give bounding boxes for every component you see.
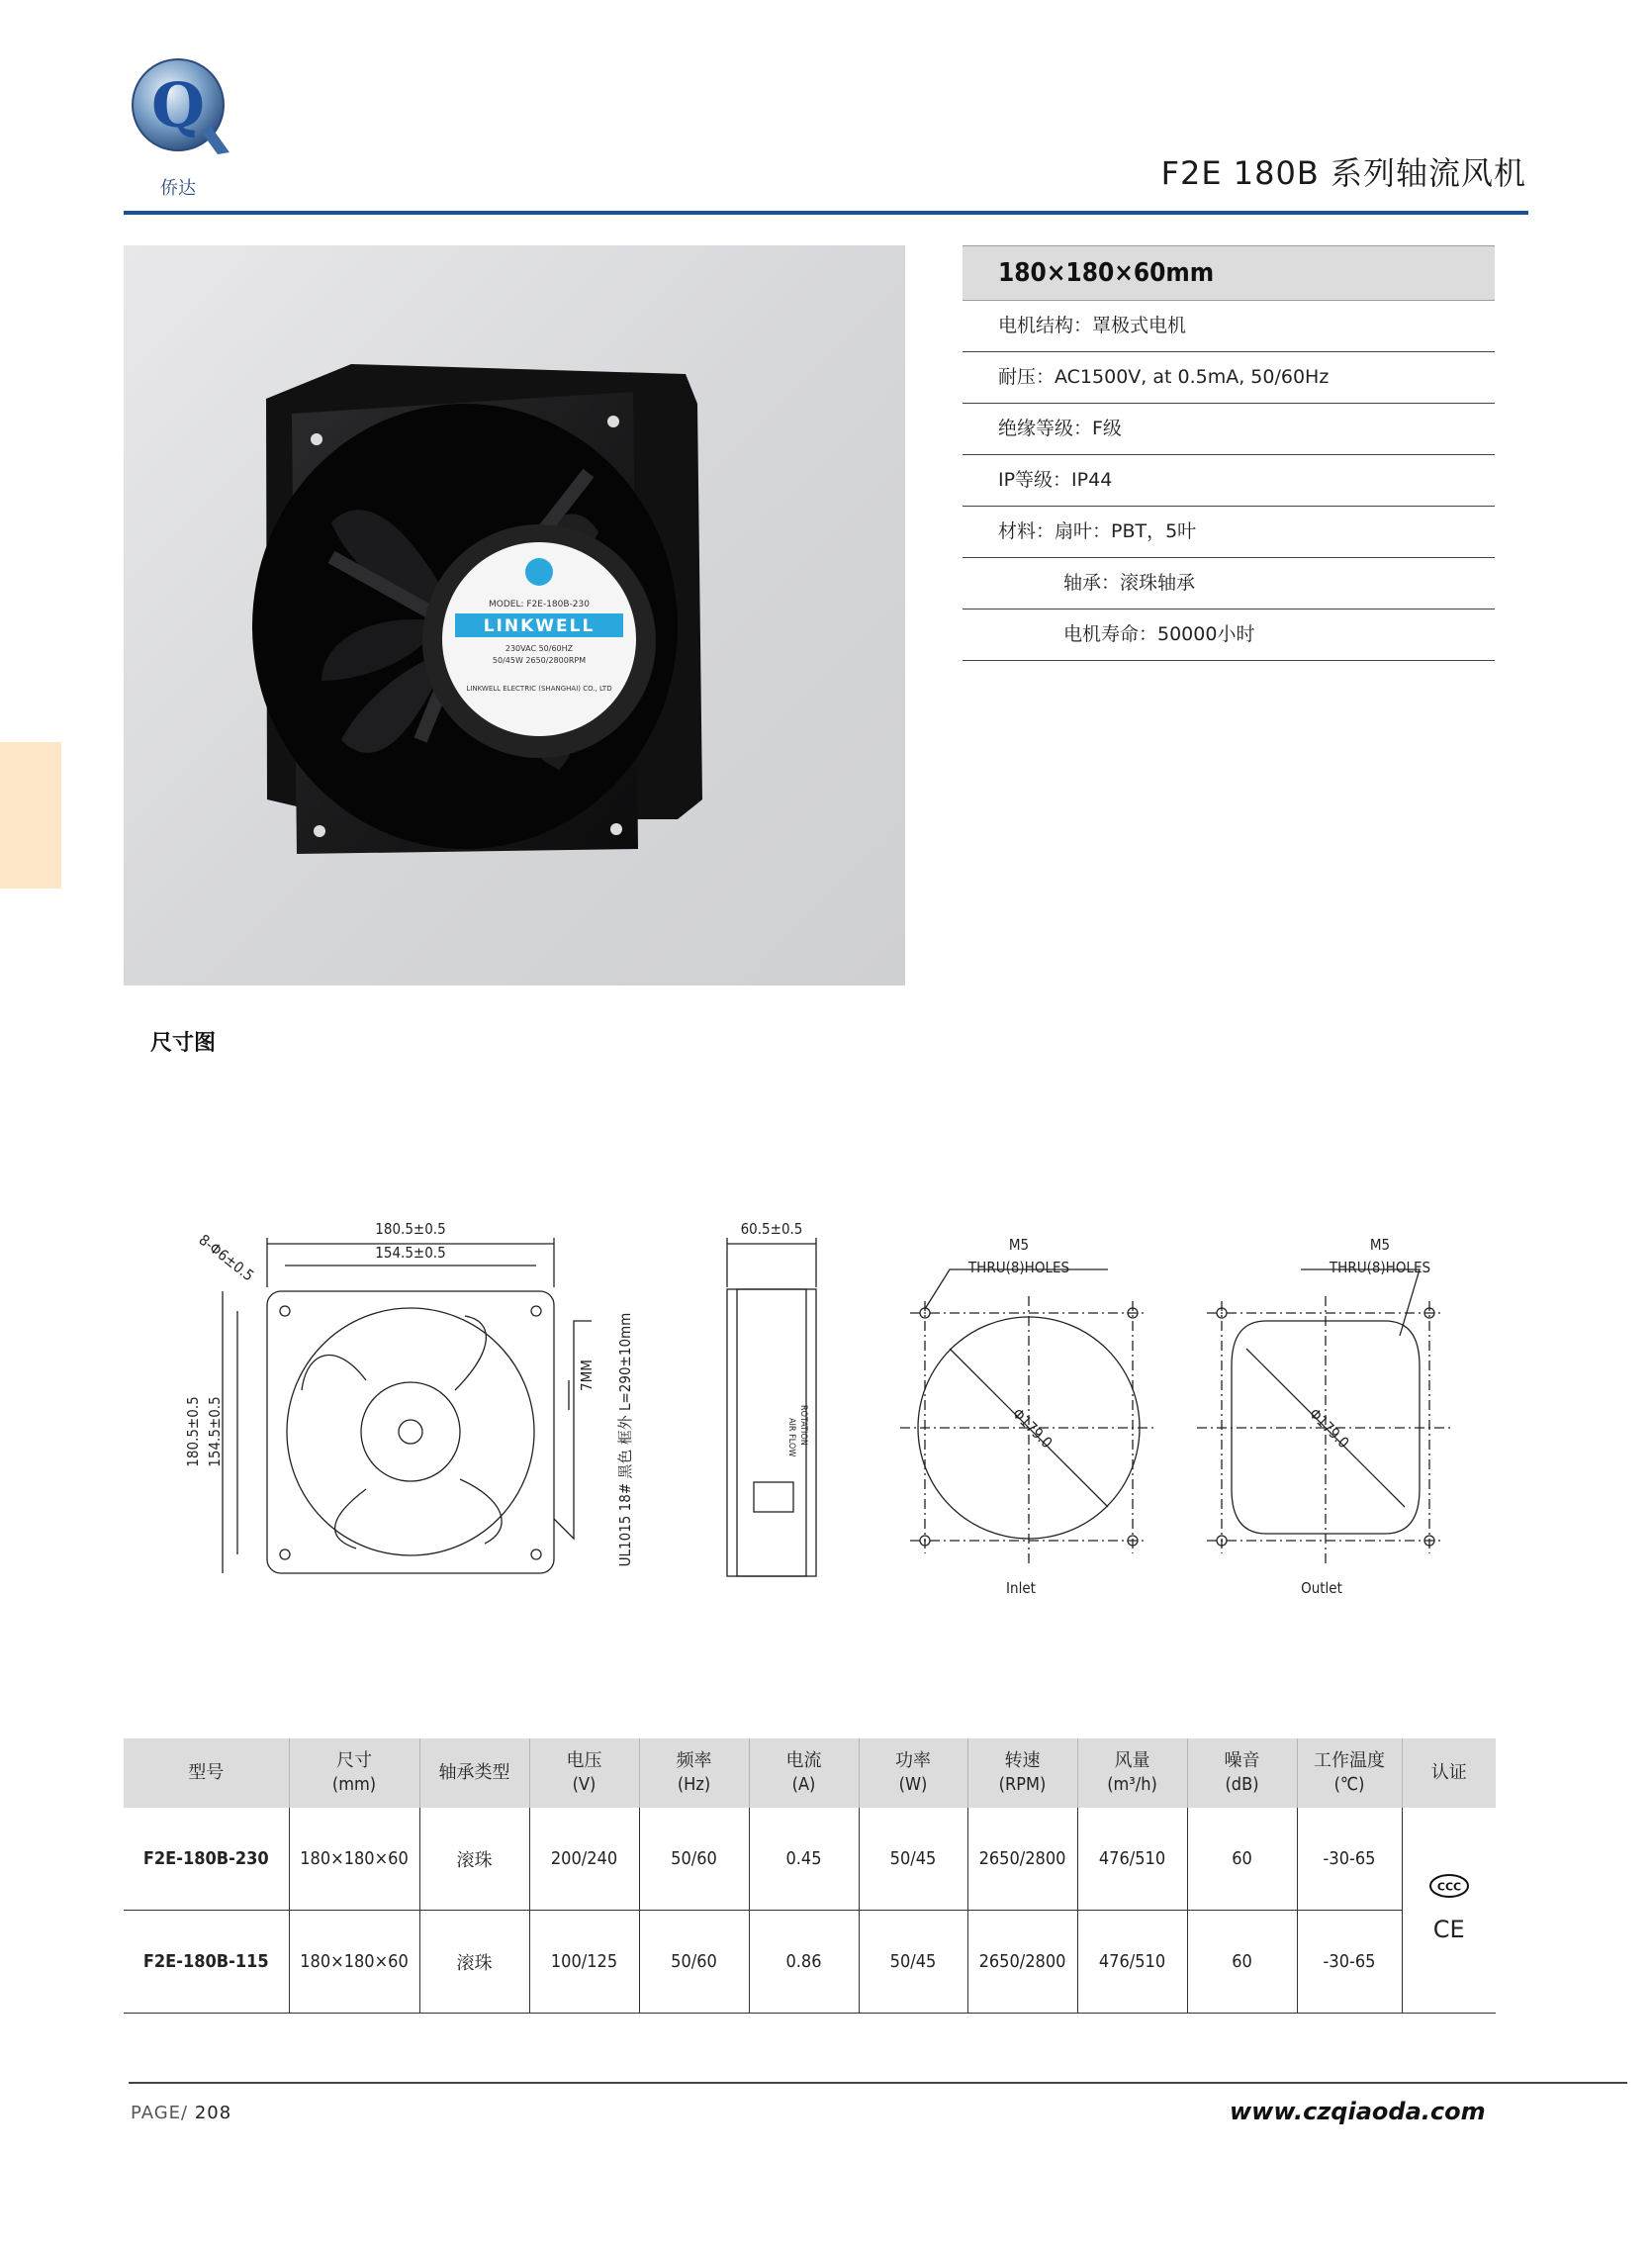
spec-motor: 电机结构：罩极式电机	[963, 301, 1495, 352]
cell-voltage: 100/125	[529, 1911, 639, 2014]
fan-illustration	[124, 245, 905, 985]
outlet-thru: THRU(8)HOLES	[1329, 1259, 1431, 1276]
cell-speed: 2650/2800	[967, 1911, 1077, 2014]
cell-airflow: 476/510	[1077, 1808, 1187, 1911]
th-model: 型号	[124, 1738, 289, 1808]
logo-text: 侨达	[160, 178, 196, 199]
th-speed: 转速 (RPM)	[967, 1738, 1077, 1808]
spec-size: 180×180×60mm	[963, 245, 1495, 301]
th-size: 尺寸 (mm)	[289, 1738, 419, 1808]
cell-bearing: 滚珠	[419, 1911, 529, 2014]
cell-noise: 60	[1187, 1808, 1297, 1911]
cell-temperature: -30-65	[1297, 1808, 1402, 1911]
inlet-diameter: Φ179.0	[1008, 1404, 1056, 1453]
svg-text:Q: Q	[150, 69, 206, 141]
side-airflow-label: AIR FLOW	[786, 1418, 796, 1457]
table-header-row	[124, 1738, 1496, 1808]
cell-current: 0.45	[749, 1808, 859, 1911]
company-logo	[127, 55, 235, 204]
dim-lead-gap: 7MM	[578, 1360, 596, 1391]
cell-current: 0.86	[749, 1911, 859, 2014]
dim-cable: UL1015 18# 黑色 框外 L=290±10mm	[616, 1312, 634, 1567]
th-temperature: 工作温度 (℃)	[1297, 1738, 1402, 1808]
th-voltage: 电压 (V)	[529, 1738, 639, 1808]
th-cert: 认证	[1402, 1738, 1496, 1808]
dimension-title: 尺寸图	[150, 1031, 217, 1056]
inlet-label: Inlet	[1006, 1579, 1036, 1597]
cell-frequency: 50/60	[639, 1911, 749, 2014]
outlet-label: Outlet	[1301, 1579, 1342, 1597]
outlet-diameter: Φ179.0	[1305, 1404, 1353, 1453]
dim-holes: 8-Φ6±0.5	[195, 1230, 258, 1285]
spec-bearing: 轴承：滚珠轴承	[963, 558, 1495, 610]
dim-inner-width: 154.5±0.5	[375, 1244, 446, 1262]
spec-insulation: 绝缘等级：F级	[963, 404, 1495, 455]
spec-voltage-withstand: 耐压：AC1500V, at 0.5mA, 50/60Hz	[963, 352, 1495, 404]
svg-text:CCC: CCC	[1436, 1880, 1461, 1894]
cell-certifications	[1402, 1808, 1496, 2014]
th-bearing: 轴承类型	[419, 1738, 529, 1808]
cell-size: 180×180×60	[289, 1911, 419, 2014]
dim-outer-width: 180.5±0.5	[375, 1220, 446, 1238]
dim-depth: 60.5±0.5	[740, 1220, 803, 1238]
page-number: PAGE/ 208	[131, 2103, 232, 2123]
cell-bearing: 滚珠	[419, 1808, 529, 1911]
outlet-m5: M5	[1369, 1236, 1391, 1254]
dimension-drawing	[168, 1202, 1474, 1598]
footer-divider	[129, 2082, 1627, 2084]
side-rotation-label: ROTATION	[798, 1405, 808, 1446]
spec-material: 材料：扇叶：PBT，5叶	[963, 507, 1495, 558]
dim-outer-height: 180.5±0.5	[184, 1396, 202, 1467]
svg-text:LINKWELL: LINKWELL	[483, 616, 596, 636]
svg-text:LINKWELL ELECTRIC (SHANGHAI) C: LINKWELL ELECTRIC (SHANGHAI) CO., LTD	[466, 685, 612, 693]
cell-airflow: 476/510	[1077, 1911, 1187, 2014]
cell-voltage: 200/240	[529, 1808, 639, 1911]
inlet-m5: M5	[1008, 1236, 1030, 1254]
svg-text:50/45W 2650/2800RPM: 50/45W 2650/2800RPM	[492, 656, 587, 665]
side-tab	[0, 742, 61, 889]
inlet-thru: THRU(8)HOLES	[967, 1259, 1070, 1276]
table-row	[124, 1911, 1496, 2014]
cell-model: F2E-180B-115	[124, 1911, 289, 2014]
th-airflow: 风量 (m³/h)	[1077, 1738, 1187, 1808]
cell-model: F2E-180B-230	[124, 1808, 289, 1911]
dim-inner-height: 154.5±0.5	[206, 1396, 224, 1467]
th-noise: 噪音 (dB)	[1187, 1738, 1297, 1808]
svg-text:MODEL: F2E-180B-230: MODEL: F2E-180B-230	[489, 600, 590, 610]
header-divider	[124, 211, 1528, 215]
spec-ip: IP等级：IP44	[963, 455, 1495, 507]
spec-list	[963, 245, 1495, 661]
th-frequency: 频率 (Hz)	[639, 1738, 749, 1808]
svg-text:230VAC 50/60HZ: 230VAC 50/60HZ	[505, 644, 574, 653]
th-current: 电流 (A)	[749, 1738, 859, 1808]
cell-power: 50/45	[859, 1911, 967, 2014]
th-power: 功率 (W)	[859, 1738, 967, 1808]
cell-size: 180×180×60	[289, 1808, 419, 1911]
ce-icon: CE	[1432, 1915, 1465, 1943]
table-row	[124, 1808, 1496, 1911]
product-photo	[124, 245, 905, 985]
cell-frequency: 50/60	[639, 1808, 749, 1911]
spec-life: 电机寿命：50000小时	[963, 610, 1495, 661]
cell-temperature: -30-65	[1297, 1911, 1402, 2014]
cell-noise: 60	[1187, 1911, 1297, 2014]
cell-power: 50/45	[859, 1808, 967, 1911]
page-title: F2E 180B 系列轴流风机	[1160, 154, 1526, 192]
ccc-icon	[1427, 1873, 1471, 1899]
website-url: www.czqiaoda.com	[1230, 2098, 1486, 2125]
cell-speed: 2650/2800	[967, 1808, 1077, 1911]
spec-table	[124, 1738, 1496, 2014]
